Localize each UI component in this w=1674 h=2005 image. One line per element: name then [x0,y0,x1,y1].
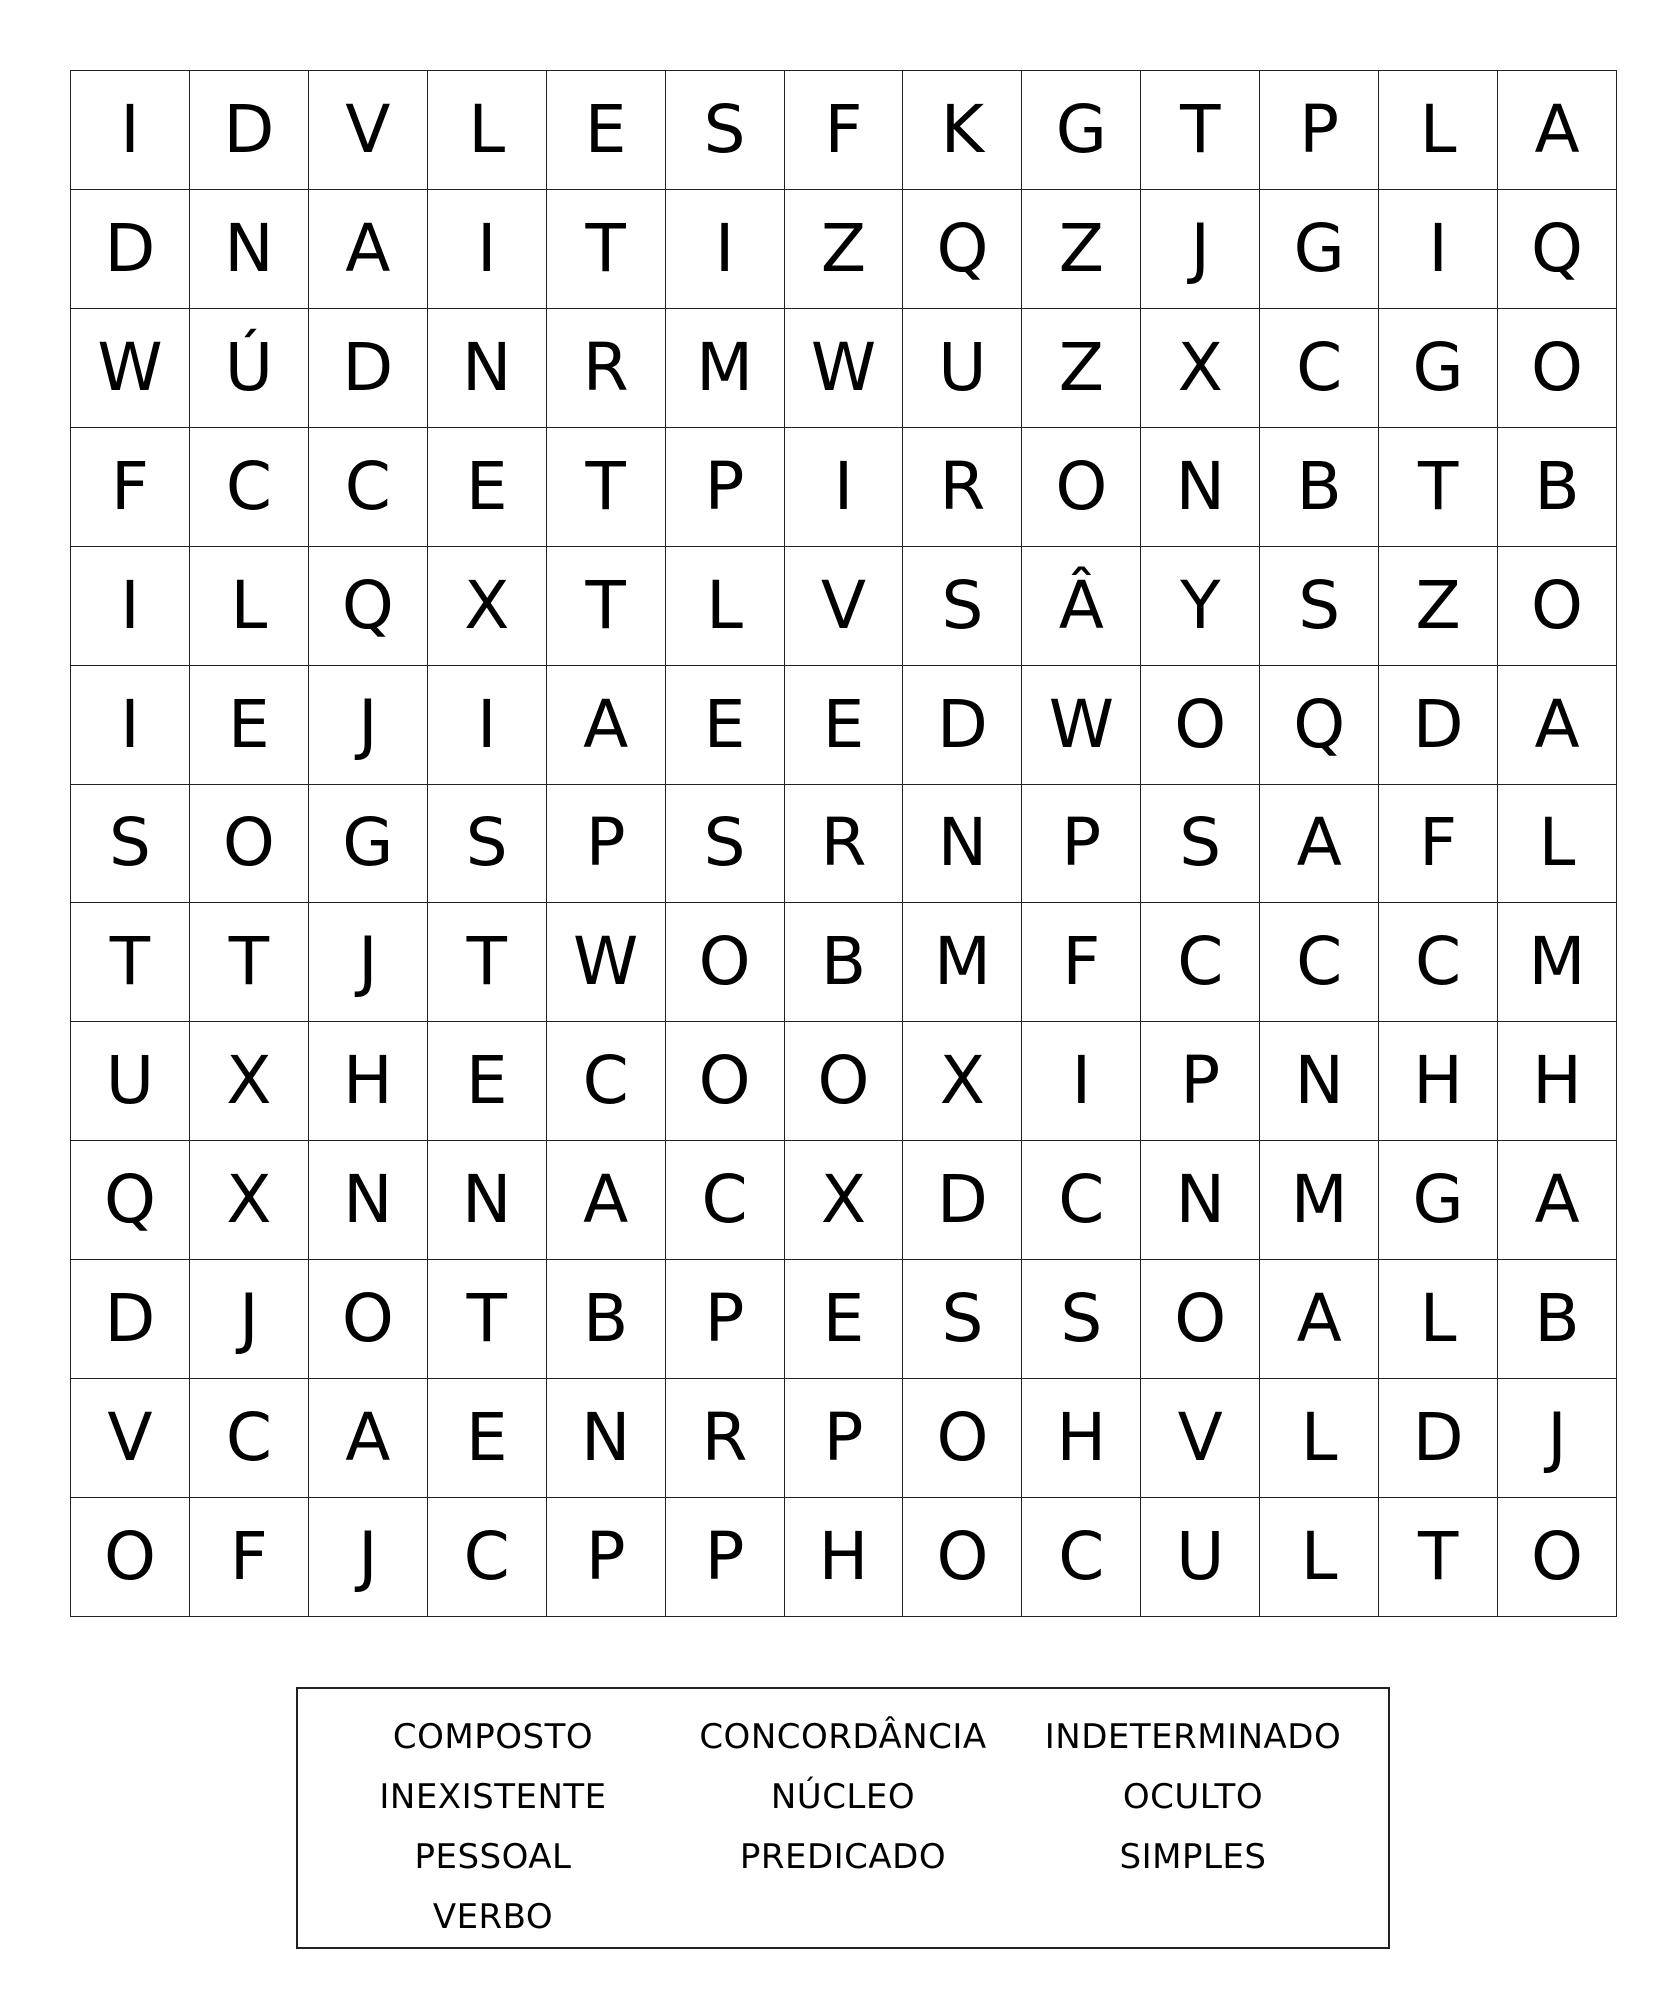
grid-cell[interactable]: J [309,666,428,785]
grid-cell[interactable]: Z [1022,190,1141,309]
grid-cell[interactable]: A [547,666,666,785]
word-list-item: INEXISTENTE [379,1777,607,1817]
grid-cell[interactable]: T [71,903,190,1022]
grid-cell[interactable]: A [1498,71,1617,190]
grid-cell[interactable]: Q [1498,190,1617,309]
grid-cell[interactable]: M [1498,903,1617,1022]
grid-cell[interactable]: B [785,903,904,1022]
grid-cell[interactable]: D [1379,666,1498,785]
grid-cell[interactable]: O [903,1379,1022,1498]
grid-cell[interactable]: D [1379,1379,1498,1498]
grid-cell[interactable]: O [1498,547,1617,666]
grid-cell[interactable]: X [785,1141,904,1260]
grid-cell[interactable]: D [309,309,428,428]
grid-cell[interactable]: T [428,1260,547,1379]
grid-cell[interactable]: C [309,428,428,547]
grid-cell[interactable]: Z [785,190,904,309]
grid-cell[interactable]: E [190,666,309,785]
grid-cell[interactable]: T [547,547,666,666]
grid-cell[interactable]: W [785,309,904,428]
grid-cell[interactable]: T [428,903,547,1022]
grid-cell[interactable]: Q [71,1141,190,1260]
grid-cell[interactable]: R [666,1379,785,1498]
grid-cell[interactable]: O [666,903,785,1022]
word-list-item: PESSOAL [414,1837,572,1877]
grid-cell[interactable]: G [1379,1141,1498,1260]
grid-cell[interactable]: G [1022,71,1141,190]
grid-cell[interactable]: U [71,1022,190,1141]
grid-cell[interactable]: H [1022,1379,1141,1498]
grid-cell[interactable]: L [428,71,547,190]
grid-cell[interactable]: X [428,547,547,666]
grid-cell[interactable]: L [666,547,785,666]
grid-cell[interactable]: O [903,1498,1022,1617]
grid-cell[interactable]: B [1498,1260,1617,1379]
grid-cell[interactable]: E [666,666,785,785]
grid-cell[interactable]: B [1260,428,1379,547]
grid-cell[interactable]: H [1498,1022,1617,1141]
grid-cell[interactable]: C [1141,903,1260,1022]
grid-cell[interactable]: D [903,1141,1022,1260]
grid-cell[interactable]: Y [1141,547,1260,666]
grid-cell[interactable]: F [1379,785,1498,904]
grid-cell[interactable]: A [1260,785,1379,904]
grid-cell[interactable]: P [547,785,666,904]
grid-cell[interactable]: S [71,785,190,904]
grid-cell[interactable]: J [1498,1379,1617,1498]
grid-cell[interactable]: P [666,1498,785,1617]
grid-cell[interactable]: E [785,666,904,785]
grid-cell[interactable]: E [785,1260,904,1379]
word-list-item: NÚCLEO [770,1777,916,1817]
grid-cell[interactable]: B [1498,428,1617,547]
grid-cell[interactable]: O [785,1022,904,1141]
grid-cell[interactable]: E [547,71,666,190]
grid-cell[interactable]: V [71,1379,190,1498]
grid-cell[interactable]: Z [1022,309,1141,428]
grid-cell[interactable]: F [785,71,904,190]
grid-cell[interactable]: T [1379,428,1498,547]
grid-cell[interactable]: X [903,1022,1022,1141]
grid-cell[interactable]: T [547,190,666,309]
grid-cell[interactable]: I [785,428,904,547]
grid-cell[interactable]: O [1022,428,1141,547]
grid-cell[interactable]: C [428,1498,547,1617]
grid-cell[interactable]: I [666,190,785,309]
grid-cell[interactable]: I [428,666,547,785]
grid-cell[interactable]: E [428,428,547,547]
word-list-item: VERBO [432,1897,554,1937]
grid-cell[interactable]: O [1141,1260,1260,1379]
grid-cell[interactable]: N [1141,1141,1260,1260]
grid-cell[interactable]: T [547,428,666,547]
grid-cell[interactable]: W [71,309,190,428]
grid-cell[interactable]: K [903,71,1022,190]
grid-cell[interactable]: N [903,785,1022,904]
grid-cell[interactable]: T [1141,71,1260,190]
grid-cell[interactable]: N [1141,428,1260,547]
grid-cell[interactable]: I [71,71,190,190]
grid-cell[interactable]: P [547,1498,666,1617]
grid-cell[interactable]: S [428,785,547,904]
grid-cell[interactable]: J [1141,190,1260,309]
grid-cell[interactable]: I [1022,1022,1141,1141]
word-list [296,1687,1390,1949]
grid-cell[interactable]: L [1260,1498,1379,1617]
grid-cell[interactable]: I [428,190,547,309]
grid-cell[interactable]: L [1379,71,1498,190]
grid-cell[interactable]: P [785,1379,904,1498]
word-list-item: COMPOSTO [392,1717,594,1757]
grid-cell[interactable]: E [428,1379,547,1498]
grid-cell[interactable]: J [309,903,428,1022]
grid-cell[interactable]: C [1022,1498,1141,1617]
grid-cell[interactable]: P [1260,71,1379,190]
grid-cell[interactable]: M [903,903,1022,1022]
grid-cell[interactable]: R [903,428,1022,547]
grid-cell[interactable]: V [1141,1379,1260,1498]
grid-cell[interactable]: S [666,785,785,904]
grid-cell[interactable]: H [309,1022,428,1141]
word-list-item: SIMPLES [1119,1837,1267,1877]
grid-cell[interactable]: D [903,666,1022,785]
grid-cell[interactable]: A [309,190,428,309]
grid-cell[interactable]: A [1498,666,1617,785]
grid-cell[interactable]: N [190,190,309,309]
grid-cell[interactable]: F [71,428,190,547]
grid-cell[interactable]: S [1260,547,1379,666]
grid-cell[interactable]: P [666,428,785,547]
grid-cell[interactable]: Z [1379,547,1498,666]
grid-cell[interactable]: Â [1022,547,1141,666]
grid-cell[interactable]: A [1260,1260,1379,1379]
grid-cell[interactable]: R [785,785,904,904]
grid-cell[interactable]: W [547,903,666,1022]
grid-cell[interactable]: L [190,547,309,666]
grid-cell[interactable]: U [1141,1498,1260,1617]
grid-cell[interactable]: H [1379,1022,1498,1141]
grid-cell[interactable]: O [309,1260,428,1379]
grid-cell[interactable]: J [190,1260,309,1379]
grid-cell[interactable]: U [903,309,1022,428]
grid-cell[interactable]: H [785,1498,904,1617]
grid-cell[interactable]: N [1260,1022,1379,1141]
grid-cell[interactable]: Q [1260,666,1379,785]
grid-cell[interactable]: C [1260,309,1379,428]
grid-cell[interactable]: L [1379,1260,1498,1379]
grid-cell[interactable]: B [547,1260,666,1379]
grid-cell[interactable]: C [1260,903,1379,1022]
grid-cell[interactable]: C [1379,903,1498,1022]
grid-cell[interactable]: M [666,309,785,428]
grid-cell[interactable]: N [428,1141,547,1260]
grid-cell[interactable]: P [666,1260,785,1379]
grid-cell[interactable]: S [1141,785,1260,904]
grid-cell[interactable]: Q [309,547,428,666]
grid-cell[interactable]: C [666,1141,785,1260]
word-list-item: OCULTO [1122,1777,1264,1817]
grid-cell[interactable]: A [309,1379,428,1498]
grid-cell[interactable]: W [1022,666,1141,785]
word-list-item: CONCORDÂNCIA [699,1717,987,1757]
grid-cell[interactable]: G [1379,309,1498,428]
grid-cell[interactable]: G [1260,190,1379,309]
word-search-grid [70,70,1617,1617]
grid-cell[interactable]: I [71,666,190,785]
grid-cell[interactable]: O [1498,1498,1617,1617]
grid-cell[interactable]: V [785,547,904,666]
grid-cell[interactable]: A [1498,1141,1617,1260]
grid-cell[interactable]: F [190,1498,309,1617]
grid-cell[interactable]: L [1260,1379,1379,1498]
grid-cell[interactable]: P [1022,785,1141,904]
grid-cell[interactable]: D [71,1260,190,1379]
grid-cell[interactable]: N [428,309,547,428]
grid-cell[interactable]: N [547,1379,666,1498]
grid-cell[interactable]: S [1022,1260,1141,1379]
grid-cell[interactable]: O [1498,309,1617,428]
grid-cell[interactable]: T [1379,1498,1498,1617]
grid-cell[interactable]: C [190,1379,309,1498]
grid-cell[interactable]: N [309,1141,428,1260]
grid-cell[interactable]: X [190,1141,309,1260]
grid-cell[interactable]: G [309,785,428,904]
grid-cell[interactable]: F [1022,903,1141,1022]
grid-cell[interactable]: D [190,71,309,190]
grid-cell[interactable]: S [666,71,785,190]
grid-cell[interactable]: D [71,190,190,309]
grid-cell[interactable]: C [190,428,309,547]
grid-cell[interactable]: C [547,1022,666,1141]
grid-cell[interactable]: C [1022,1141,1141,1260]
grid-cell[interactable]: S [903,1260,1022,1379]
grid-cell[interactable]: O [1141,666,1260,785]
grid-cell[interactable]: X [190,1022,309,1141]
grid-cell[interactable]: J [309,1498,428,1617]
grid-cell[interactable]: O [71,1498,190,1617]
grid-cell[interactable]: Q [903,190,1022,309]
grid-cell[interactable]: R [547,309,666,428]
grid-cell[interactable]: X [1141,309,1260,428]
grid-cell[interactable]: O [190,785,309,904]
grid-cell[interactable]: V [309,71,428,190]
word-list-item: PREDICADO [739,1837,947,1877]
grid-cell[interactable]: L [1498,785,1617,904]
grid-cell[interactable]: I [1379,190,1498,309]
grid-cell[interactable]: A [547,1141,666,1260]
grid-cell[interactable]: Ú [190,309,309,428]
grid-cell[interactable]: P [1141,1022,1260,1141]
grid-cell[interactable]: E [428,1022,547,1141]
grid-cell[interactable]: O [666,1022,785,1141]
word-list-item: INDETERMINADO [1044,1717,1342,1757]
grid-cell[interactable]: T [190,903,309,1022]
grid-cell[interactable]: I [71,547,190,666]
grid-cell[interactable]: S [903,547,1022,666]
grid-cell[interactable]: M [1260,1141,1379,1260]
